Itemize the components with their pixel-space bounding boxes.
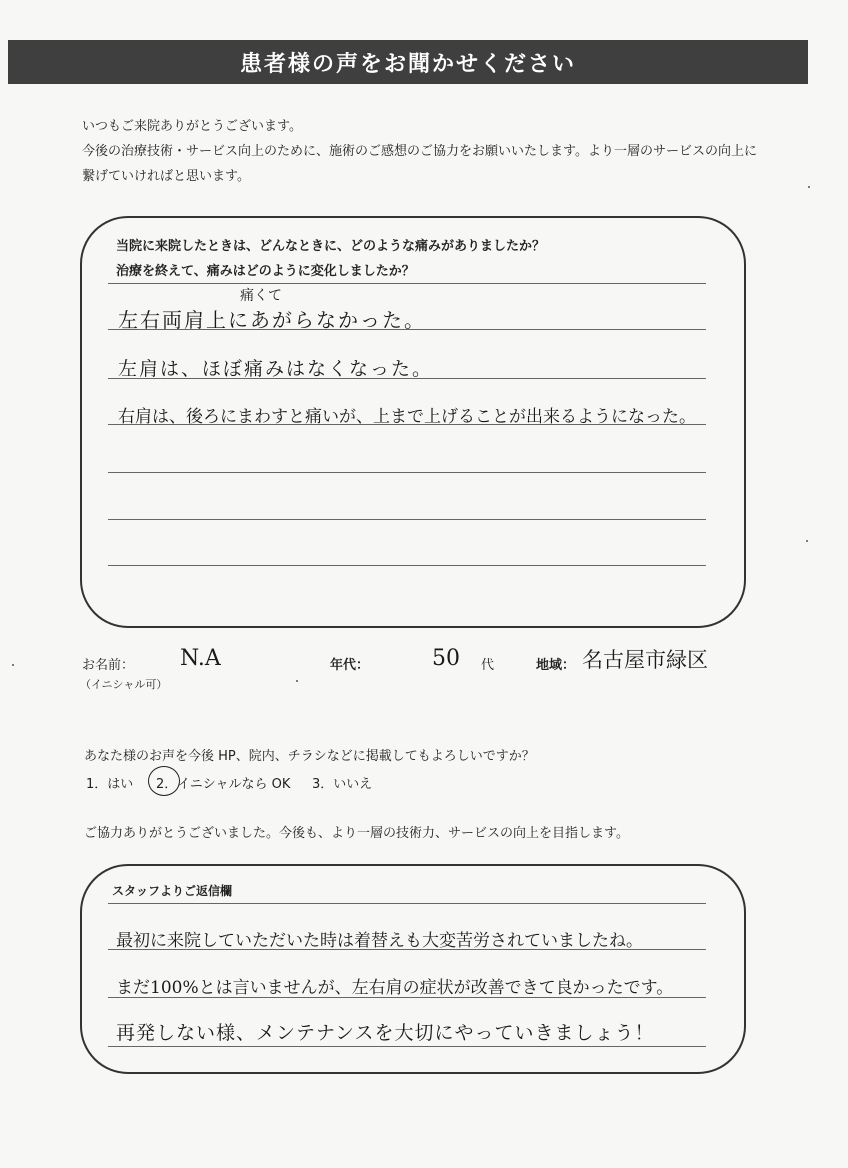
question-2: 治療を終えて、痛みはどのように変化しましたか？ — [116, 264, 415, 279]
age-value: 50 — [432, 646, 460, 671]
reply-line: 再発しない様、メンテナンスを大切にやっていきましょう！ — [116, 1022, 655, 1044]
reply-rule — [108, 1046, 706, 1047]
answer-line: 左肩は、ほぼ痛みはなくなった。 — [118, 358, 434, 380]
age-unit: 代 — [481, 658, 495, 673]
answer-rule — [108, 472, 706, 473]
answer-rule — [108, 565, 706, 566]
age-label: 年代： — [330, 658, 370, 673]
question-1: 当院に来院したときは、どんなときに、どのような痛みがありましたか？ — [116, 239, 546, 254]
intro-line: 今後の治療技術・サービス向上のために、施術のご感想のご協力をお願いいたします。より一層のサービスの向上に — [82, 144, 757, 159]
consent-option-no: 3．いいえ — [312, 777, 373, 792]
intro-line: いつもご来院ありがとうございます。 — [82, 119, 302, 134]
thanks-message: ご協力ありがとうございました。今後も、より一層の技術力、サービスの向上を目指します。 — [84, 826, 629, 841]
consent-question: あなた様のお声を今後 HP、院内、チラシなどに掲載してもよろしいですか？ — [84, 749, 535, 764]
staff-reply-title: スタッフよりご返信欄 — [112, 884, 233, 898]
answer-insert-note: 痛くて — [240, 288, 282, 304]
answer-rule — [108, 519, 706, 520]
intro-line: 繋げていければと思います。 — [82, 169, 250, 184]
reply-line: 最初に来院していただいた時は着替えも大変苦労されていましたね。 — [116, 931, 643, 951]
intro-text — [82, 114, 757, 189]
reply-line: まだ100%とは言いませんが、左右肩の症状が改善できて良かったです。 — [116, 978, 674, 998]
consent-option-initials: 2．イニシャルなら OK — [156, 777, 291, 792]
area-label: 地域： — [536, 658, 576, 673]
scan-speck — [808, 186, 810, 188]
name-note: （イニシャル可） — [80, 678, 168, 691]
answer-line: 左右両肩上にあがらなかった。 — [118, 308, 426, 332]
name-label: お名前： — [82, 658, 135, 673]
page-title: 患者様の声をお聞かせください — [8, 40, 808, 84]
area-value: 名古屋市緑区 — [582, 648, 708, 672]
scan-speck — [296, 680, 298, 682]
reply-rule — [108, 903, 706, 904]
consent-option-yes: 1．はい — [86, 777, 134, 792]
answer-line: 右肩は、後ろにまわすと痛いが、上まで上げることが出来るようになった。 — [118, 407, 696, 427]
name-value: N.A — [180, 646, 221, 671]
answer-rule — [108, 283, 706, 284]
scan-speck — [12, 664, 14, 666]
scan-speck — [806, 540, 808, 542]
